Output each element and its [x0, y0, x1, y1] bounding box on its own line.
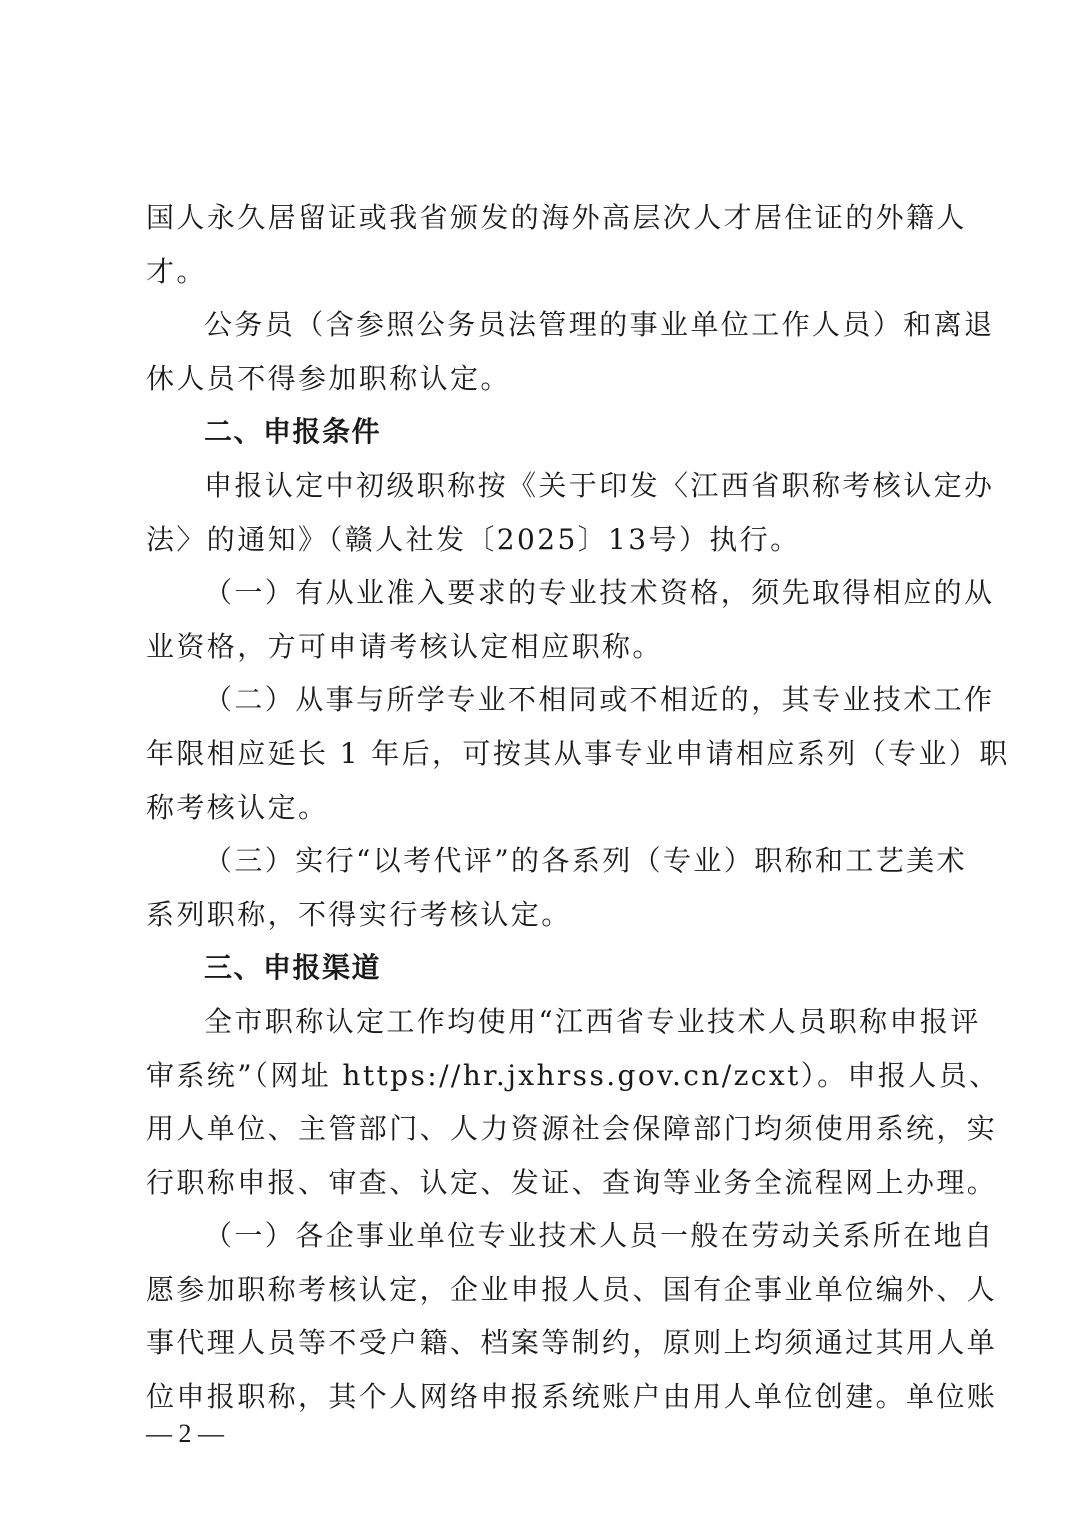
text-line: 事代理人员等不受户籍、档案等制约，原则上均须通过其用人单 — [146, 1326, 998, 1360]
text-line: 愿参加职称考核认定，企业申报人员、国有企事业单位编外、人 — [146, 1272, 998, 1306]
text-line: 行职称申报、审查、认定、发证、查询等业务全流程网上办理。 — [146, 1165, 998, 1199]
text-line: 休人员不得参加职称认定。 — [146, 361, 511, 395]
text-line: 用人单位、主管部门、人力资源社会保障部门均须使用系统，实 — [146, 1112, 998, 1146]
section-heading-conditions: 二、申报条件 — [204, 415, 382, 449]
text-line: 业资格，方可申请考核认定相应职称。 — [146, 629, 663, 663]
text-line: 系列职称，不得实行考核认定。 — [146, 897, 572, 931]
list-item-2: （二）从事与所学专业不相同或不相近的，其专业技术工作 — [204, 683, 995, 717]
list-item-1: （一）有从业准入要求的专业技术资格，须先取得相应的从 — [204, 576, 995, 610]
text-line: 审系统”（网址 https://hr.jxhrss.gov.cn/zcxt）。申报人员、 — [146, 1058, 1000, 1092]
list-item-3: （三）实行“以考代评”的各系列（专业）职称和工艺美术 — [204, 844, 968, 878]
text-line: 称考核认定。 — [146, 790, 329, 824]
paragraph-start: 公务员（含参照公务员法管理的事业单位工作人员）和离退 — [204, 308, 995, 342]
list-item-1: （一）各企事业单位专业技术人员一般在劳动关系所在地自 — [204, 1219, 995, 1253]
page-number: — 2 — — [146, 1419, 224, 1448]
text-line: 才。 — [146, 254, 207, 288]
document-body — [146, 191, 1010, 1424]
text-line: 年限相应延长 1 年后，可按其从事专业申请相应系列（专业）职 — [146, 736, 1010, 770]
text-line: 国人永久居留证或我省颁发的海外高层次人才居住证的外籍人 — [146, 201, 967, 234]
paragraph-start: 全市职称认定工作均使用“江西省专业技术人员职称申报评 — [204, 1004, 981, 1038]
text-line: 法〉的通知》（赣人社发〔2025〕13号）执行。 — [146, 522, 801, 556]
paragraph-start: 申报认定中初级职称按《关于印发〈江西省职称考核认定办 — [204, 468, 995, 502]
section-heading-channels: 三、申报渠道 — [204, 951, 382, 985]
text-line: 位申报职称，其个人网络申报系统账户由用人单位创建。单位账 — [146, 1380, 998, 1414]
